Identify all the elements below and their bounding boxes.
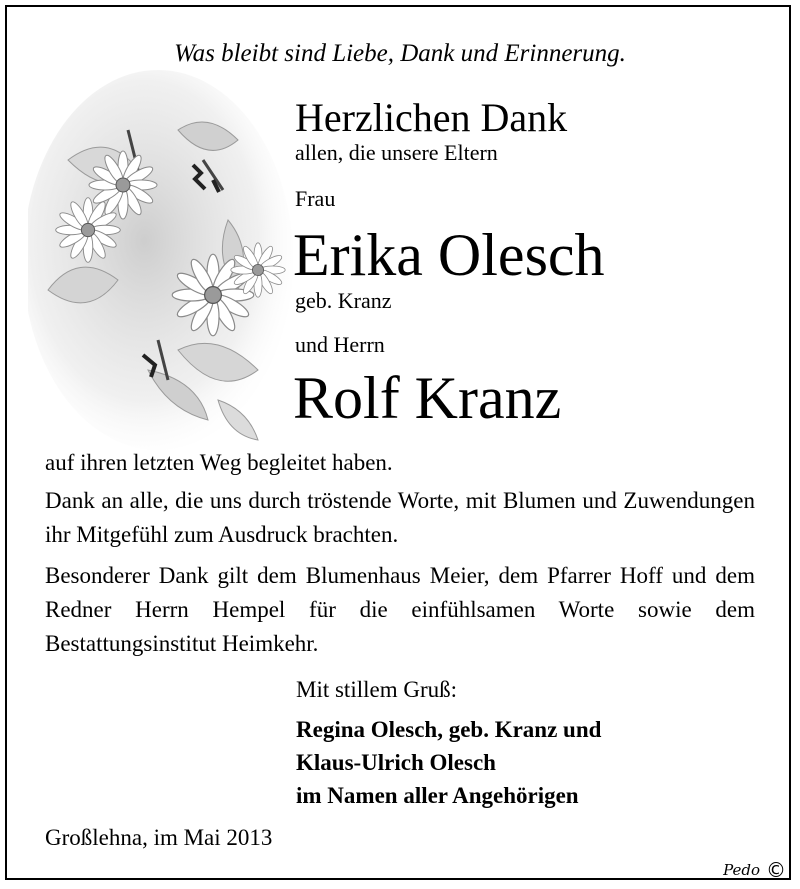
paragraph: Dank an alle, die uns durch tröstende Worte, mit Blumen und Zuwendungen ihr Mitgefühl zum Ausdruck brachten. [45,488,755,547]
place-date: Großlehna, im Mai 2013 [45,825,273,850]
flower-bouquet-icon [28,70,298,450]
person1-birth-name: geb. Kranz [295,288,392,313]
signatory-line: im Namen aller Angehörigen [296,783,579,808]
person1-prefix: Frau [295,186,336,211]
subheading: allen, die unsere Eltern [295,140,498,165]
person2-name: Rolf Kranz [293,365,562,431]
designer-name: Pedo [723,861,760,879]
signatory-line: Klaus-Ulrich Olesch [296,750,496,775]
closing: Mit stillem Gruß: [296,677,457,702]
copyright-icon: © [766,858,786,882]
heading: Herzlichen Dank [295,95,568,140]
paragraph: Besonderer Dank gilt dem Blumenhaus Meier, dem Pfarrer Hoff und dem Redner Herrn Hempel für die einfühlsamen Worte sowie dem Bestattungsinstitut Heimkehr. [45,563,755,656]
person2-prefix: und Herrn [295,332,385,357]
signatory-line: Regina Olesch, geb. Kranz und [296,717,602,742]
person1-name: Erika Olesch [293,222,605,288]
designer-watermark [723,858,786,882]
signatories [296,713,601,812]
paragraph: auf ihren letzten Weg begleitet haben. [45,450,393,475]
motto: Was bleibt sind Liebe, Dank und Erinnerung. [174,40,626,67]
